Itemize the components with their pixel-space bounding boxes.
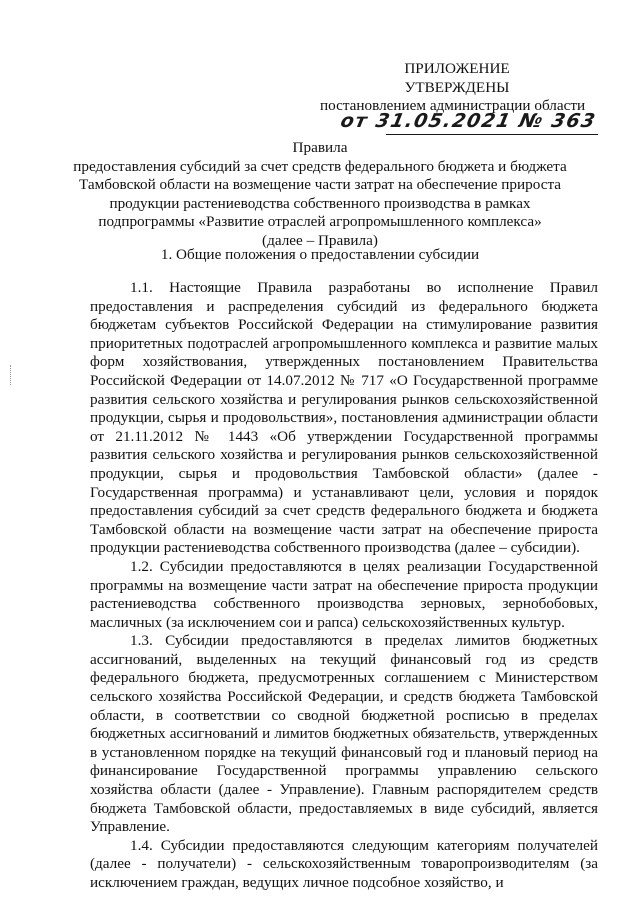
paragraph-1-3: 1.3. Субсидии предоставляются в пределах лимитов бюджетных ассигнований, выделенных на текущий финансовый год из средств федерального бюджета, предусмотренных соглашением с Министерством сельского хозяйства Российской Федерации, и средств бюджета Тамбовской области, в соответствии со сводной бюджетной росписью в пределах бюджетных ассигнований и лимитов бюджетных обязательств, утвержденных в установленном порядке на текущий финансовый год и плановый период на финансирование Государственной программы управлению сельского хозяйства области (далее - Управление). Главным распорядителем средств бюджета Тамбовской области, предоставляемых в виде субсидий, является Управление. [90, 632, 598, 836]
appendix-label: ПРИЛОЖЕНИЕ [404, 60, 510, 77]
handwritten-date-number [337, 112, 603, 138]
paragraph-1-1: 1.1. Настоящие Правила разработаны во исполнение Правил предоставления и распределения субсидий из федерального бюджета бюджетам субъектов Российской Федерации на стимулирование развития приоритетных подотраслей агропромышленного комплекса и развитие малых форм хозяйствования, утвержденных постановлением Правительства Российской Федерации от 14.07.2012 № 717 «О Государственной программе развития сельского хозяйства и регулирования рынков сельскохозяйственной продукции, сырья и продовольствия», постановления администрации области от 21.11.2012 № 1443 «Об утверждении Государственной программы развития сельского хозяйства и регулирования рынков сельскохозяйственной продукции, сырья и продовольствия Тамбовской области» (далее - Государственная программа) и устанавливают цели, условия и порядок предоставления субсидий за счет средств федерального бюджета и бюджета Тамбовской области на возмещение части затрат на обеспечение прироста продукции растениеводства собственного производства (далее – субсидии). [90, 279, 598, 557]
margin-mark [10, 365, 17, 385]
title-line: Правила [292, 139, 348, 156]
approved-label: УТВЕРЖДЕНЫ [404, 78, 510, 96]
paragraph-1-4: 1.4. Субсидии предоставляются следующим категориям получателей (далее - получатели) - сельскохозяйственным товаропроизводителям (за исключением граждан, ведущих личное подсобное хозяйство, и [90, 836, 598, 891]
document-title [60, 139, 580, 251]
handwritten-text: от 31.05.2021 № 363 [338, 110, 599, 132]
resolution-label: постановлением администрации области [320, 97, 586, 115]
section-heading: 1. Общие положения о предоставлении субсидии [160, 246, 480, 263]
handwritten-underline [386, 134, 598, 135]
body-text [90, 279, 598, 893]
paragraph-1-2: 1.2. Субсидии предоставляются в целях реализации Государственной программы на возмещение части затрат на обеспечение прироста продукции растениеводства собственного производства зерновых, зернобобовых, масличных (за исключением сои и рапса) сельскохозяйственных культур. [90, 557, 598, 631]
title-line: подпрограммы «Развитие отраслей агропромышленного комплекса» [98, 213, 542, 231]
title-line: предоставления субсидий за счет средств федерального бюджета и бюджета [73, 157, 567, 175]
approval-header [318, 60, 598, 116]
title-line: Тамбовской области на возмещение части затрат на обеспечение прироста [78, 176, 562, 194]
title-line: (далее – Правила) [262, 231, 378, 249]
title-line: продукции растениеводства собственного производства в рамках [109, 194, 531, 212]
